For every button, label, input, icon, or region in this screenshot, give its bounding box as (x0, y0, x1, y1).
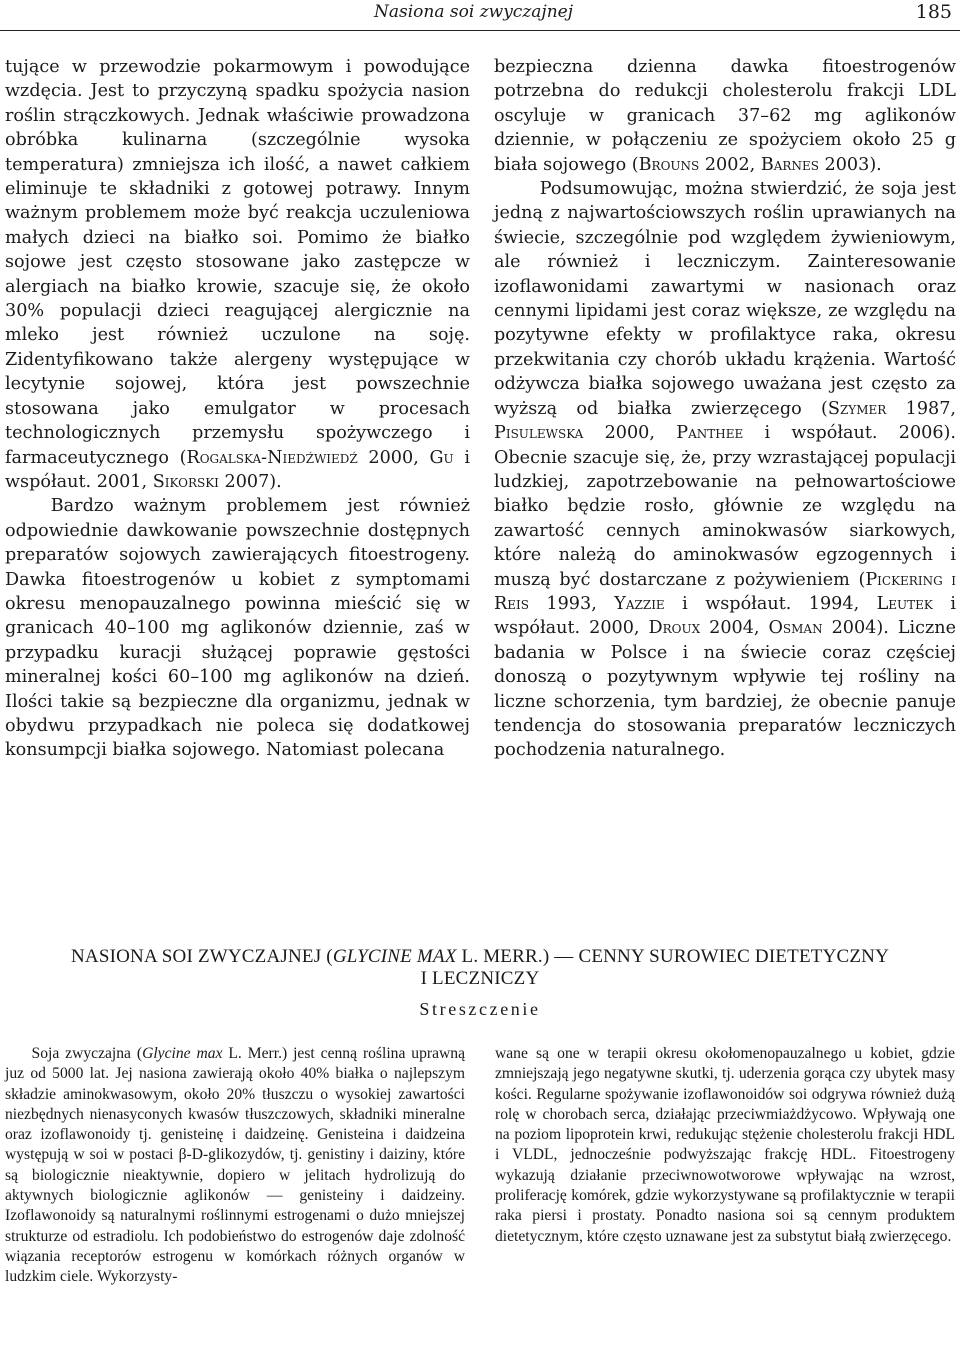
citation-author: Yazzie (614, 593, 665, 614)
summary-title-line: I LECZNICZY (420, 968, 540, 989)
latin-name: GLYCINE MAX (332, 946, 457, 967)
citation-author: Sikorski (152, 471, 219, 492)
text-run: i współaut. 2001, (5, 447, 470, 492)
citation-author: Barnes (760, 154, 819, 175)
summary-paragraph: wane są one w terapii okresu okołomenopauzalnego u kobiet, gdzie zmniejszają jego negatywne skutki, tj. uderzenia gorąca czy ubytek masy kości. Regularne spożywanie izoflawonoidów soi odgrywa również dużą rolę w chorobach serca, działając przeciwmiażdżycowo. Wpływają one na poziom lipoprotein krwi, redukując stężenie cholesterolu frakcji HDL i VLDL, jednocześnie podwyższając frakcję HDL. Fitoestrogeny wykazują działanie przeciwnowotworowe wpływając na wzrost, proliferację komórek, gdzie wykorzystywane są profilaktycznie w terapii raka piersi i prostaty. Ponadto nasiona soi są cennym produktem dietetycznym, które często uznawane jest za substytut białą zwierzęcego. (495, 1045, 955, 1245)
text-run: i współaut. 1994, (664, 593, 877, 614)
text-run: 2002, (699, 154, 761, 175)
text-run: 1987, (886, 398, 956, 419)
summary-column-right (495, 1044, 955, 1247)
citation-author: Brouns (638, 154, 700, 175)
text-run: 2004, (700, 618, 769, 639)
summary-paragraph (5, 1044, 465, 1288)
summary-column-left (5, 1044, 465, 1288)
text-run: tujące w przewodzie pokarmowym i powodujące wzdęcia. Jest to przyczyną spadku spożycia nasion roślin strączkowych. Jednak właściwie prowadzona obróbka kulinarna (szczególnie wysoka temperatura) zmniejsza ich ilość, a nawet całkiem eliminuje te składniki z gotowej potrawy. Innym ważnym problemem może być reakcja uczuleniowa małych dzieci na białko soi. Pomimo że białko sojowe jest często stosowane jako zastępcze w alergiach na białko krowie, szacuje się, że około 30% populacji dzieci reagującej alergicznie na mleko jest również uczulone na soję. Zidentyfikowano także alergeny występujące w lecytynie sojowej, która jest powszechnie stosowana jako emulgator w procesach technologicznych przemysłu spożywczego i farmaceutycznego ( (5, 57, 470, 468)
citation-author: Osman (768, 618, 823, 639)
citation-author: Szymer (827, 398, 887, 419)
page-number: 185 (915, 1, 952, 23)
citation-author: Leutek (876, 593, 933, 614)
running-title: Nasiona soi zwyczajnej (374, 2, 573, 22)
citation-author: Droux (648, 618, 701, 639)
text-run: i współaut. 2006). Obecnie szacuje się, że, przy wzrastającej populacji ludzkiej, zapotrzebowanie na pełnowartościowe białko będzie rosło, głównie ze względu na zawartość cennych aminokwasów siarkowych, które należą do aminokwasów egzogennych i muszą być dostarczane z pożywieniem ( (494, 423, 956, 590)
latin-name: Glycine max (142, 1045, 223, 1062)
text-run: Soja zwyczajna ( (31, 1045, 143, 1062)
body-paragraph (494, 55, 956, 177)
text-run: NASIONA SOI ZWYCZAJNEJ ( (70, 946, 333, 967)
summary-title (0, 946, 960, 990)
body-paragraph (494, 177, 956, 763)
body-paragraph: Bardzo ważnym problemem jest również odpowiednie dawkowanie powszechnie dostępnych preparatów sojowych zawierających fitoestrogeny. Dawka fitoestrogenów u kobiet z symptomami okresu menopauzalnego powinna mieścić się w granicach 40–100 mg aglikonów dziennie, zaś w przypadku kuracji służącej poprawie gęstości mineralnej kości 60–100 mg aglikonów na dzień. Ilości takie są bezpieczne dla organizmu, jednak w obydwu przypadkach nie poleca się dodatkowej konsumpcji białka sojowego. Natomiast polecana (5, 496, 470, 761)
body-paragraph (5, 55, 470, 494)
citation-author: Pisulewska (494, 423, 584, 444)
summary-title-line (0, 946, 960, 968)
citation-author: Pickering i Reis (494, 569, 956, 614)
text-run: 2007). (218, 471, 282, 492)
text-run: 2004). Liczne badania w Polsce i na świecie coraz częściej donoszą o pozytywnym wpływie tej rośliny na liczne schorzenia, tym bardziej, że obecnie panuje tendencja do stosowania preparatów leczniczych pochodzenia naturalnego. (494, 618, 957, 761)
running-header (0, 0, 960, 34)
body-column-right (494, 55, 956, 763)
header-rule (0, 30, 960, 31)
text-run: Podsumowując, można stwierdzić, że soja jest jedną z najwartościowszych roślin uprawianych na świecie, szczególnie pod względem żywieniowym, ale również i leczniczym. Zainteresowanie izoflawonidami zawartymi w nasionach oraz cennymi lipidami jest coraz większe, ze względu na pozytywne efekty w profilaktyce raka, okresu przekwitania czy chorób układu krążenia. Wartość odżywcza białka sojowego uważana jest często za wyższą od białka zwierzęcego ( (494, 179, 956, 419)
text-run: i współaut. 2000, (494, 593, 956, 639)
text-run: L. MERR.) — CENNY SUROWIEC DIETETYCZNY (456, 946, 890, 967)
citation-author: Panthee (676, 423, 744, 444)
text-run: L. Merr.) jest cenną roślina uprawną juz od 5000 lat. Jej nasiona zawierają około 40% białka o najlepszym składzie aminokwasowym, około 20% tłuszczu o wysokiej zawartości niezbędnych nienasyconych kwasów tłuszczowych, składniki mineralne oraz izoflawonoidy tj. genisteinę i daidzeinę. Genisteina i daidzeina występują w soi w postaci β-D-glikozydów, tj. genistiny i daiziny, które są biologicznie nieaktywnie, dopiero w jelitach hydrolizują do aktywnych biologicznie aglikonów — genisteiny i daidzeiny. Izoflawonoidy są naturalnymi roślinnymi estrogenami o dużo mniejszej strukturze od estradiolu. Ich podobieństwo do estrogenów daje zdolność wiązania receptorów estrogenu w komórkach różnych organów w ludzkim ciele. Wykorzysty- (5, 1045, 465, 1286)
citation-author: Gu (429, 447, 454, 468)
text-run: 2000, (583, 423, 677, 444)
text-run: bezpieczna dzienna dawka fitoestrogenów potrzebna do redukcji cholesterolu frakcji LDL oscyluje w granicach 37–62 mg aglikonów dziennie, w połączeniu ze spożyciem około 25 g biała sojowego ( (494, 57, 956, 175)
summary-heading: Streszczenie (419, 999, 541, 1019)
text-run: 2003). (818, 154, 882, 175)
text-run: 2000, (357, 447, 430, 468)
body-column-left (5, 55, 470, 763)
citation-author: Rogalska-Niedźwiedź (186, 447, 358, 468)
text-run: 1993, (528, 593, 615, 614)
